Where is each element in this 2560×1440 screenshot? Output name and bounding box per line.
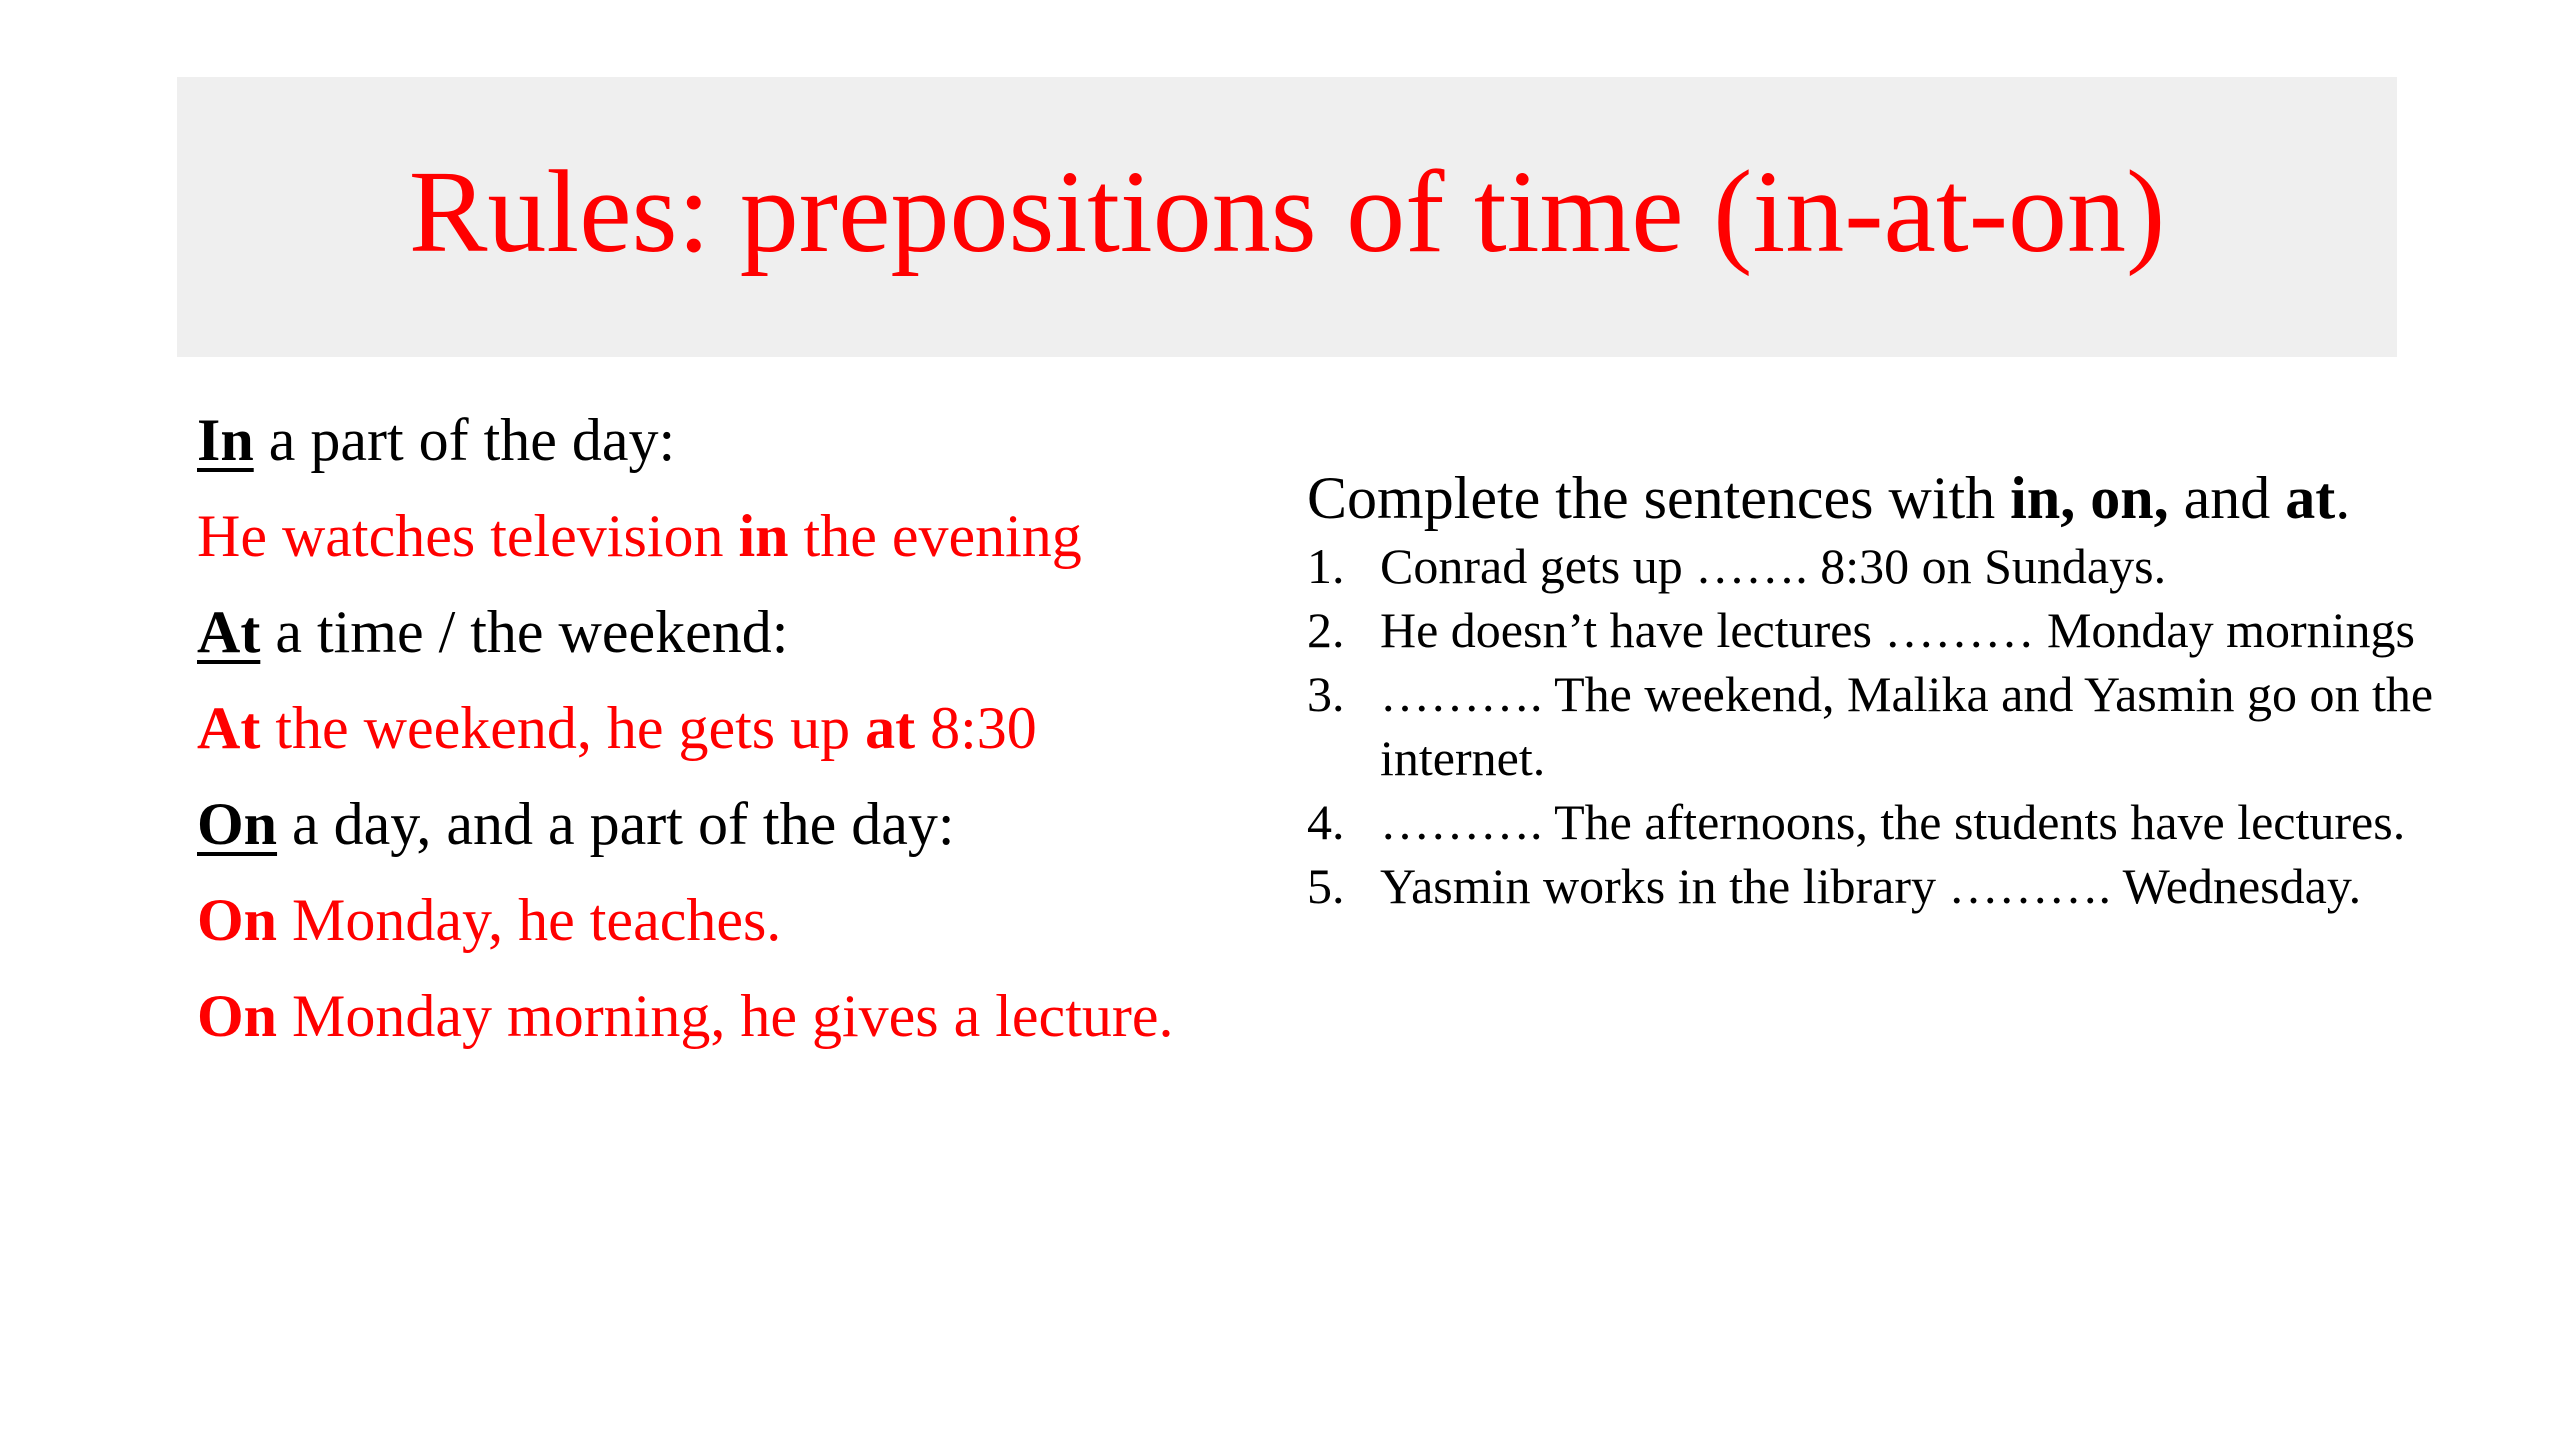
on-example-2 [197, 968, 1277, 1064]
exercise-heading-words: in, on, [2010, 465, 2169, 531]
at-example-keyword: At [197, 695, 261, 761]
on-example-1 [197, 872, 1277, 968]
exercise-heading-before: Complete the sentences with [1307, 465, 2011, 531]
at-rule [197, 584, 1277, 680]
on-rule-keyword: On [197, 791, 278, 857]
in-example-before: He watches television [197, 503, 739, 569]
exercise-item-text: Yasmin works in the library ………. Wednesday. [1380, 858, 2362, 914]
exercise-item-number: 2. [1307, 602, 1345, 658]
in-example-keyword: in [738, 503, 789, 569]
exercise-item-text: Conrad gets up ……. 8:30 on Sundays. [1380, 538, 2167, 594]
at-rule-keyword: At [197, 599, 261, 665]
on-rule [197, 776, 1277, 872]
exercise-list [1307, 534, 2487, 918]
exercise-item-text: ………. The afternoons, the students have lectures. [1380, 794, 2406, 850]
at-example-keyword-2: at [865, 695, 916, 761]
exercise-item [1307, 598, 2487, 662]
exercise-item-number: 1. [1307, 538, 1345, 594]
exercise-item [1307, 790, 2487, 854]
exercise-item [1307, 662, 2487, 790]
in-example [197, 488, 1277, 584]
in-rule-keyword: In [197, 407, 254, 473]
at-rule-text: a time / the weekend: [260, 599, 789, 665]
exercise-heading-middle: and [2168, 465, 2286, 531]
exercise-item [1307, 534, 2487, 598]
exercise-item-number: 5. [1307, 858, 1345, 914]
exercise-heading-end: . [2335, 465, 2351, 531]
title-band [177, 77, 2397, 357]
in-example-after: the evening [788, 503, 1082, 569]
exercise-item-number: 3. [1307, 666, 1345, 722]
exercise-item-text: ………. The weekend, Malika and Yasmin go on the internet. [1380, 666, 2434, 786]
exercise-heading-last-word: at [2285, 465, 2336, 531]
exercise-item-number: 4. [1307, 794, 1345, 850]
on-example-1-text: Monday, he teaches. [277, 887, 782, 953]
at-example-middle: the weekend, he gets up [260, 695, 866, 761]
on-rule-text: a day, and a part of the day: [277, 791, 955, 857]
exercise-heading [1307, 462, 2487, 534]
on-example-1-keyword: On [197, 887, 278, 953]
exercise-item-text: He doesn’t have lectures ……… Monday mornings [1380, 602, 2415, 658]
at-example [197, 680, 1277, 776]
exercise-item [1307, 854, 2487, 918]
at-example-after: 8:30 [915, 695, 1037, 761]
on-example-2-text: Monday morning, he gives a lecture. [277, 983, 1174, 1049]
slide-title: Rules: prepositions of time (in-at-on) [408, 146, 2166, 277]
in-rule [197, 392, 1277, 488]
in-rule-text: a part of the day: [253, 407, 676, 473]
exercise-column [1307, 462, 2487, 918]
on-example-2-keyword: On [197, 983, 278, 1049]
rules-column [197, 392, 1277, 1064]
